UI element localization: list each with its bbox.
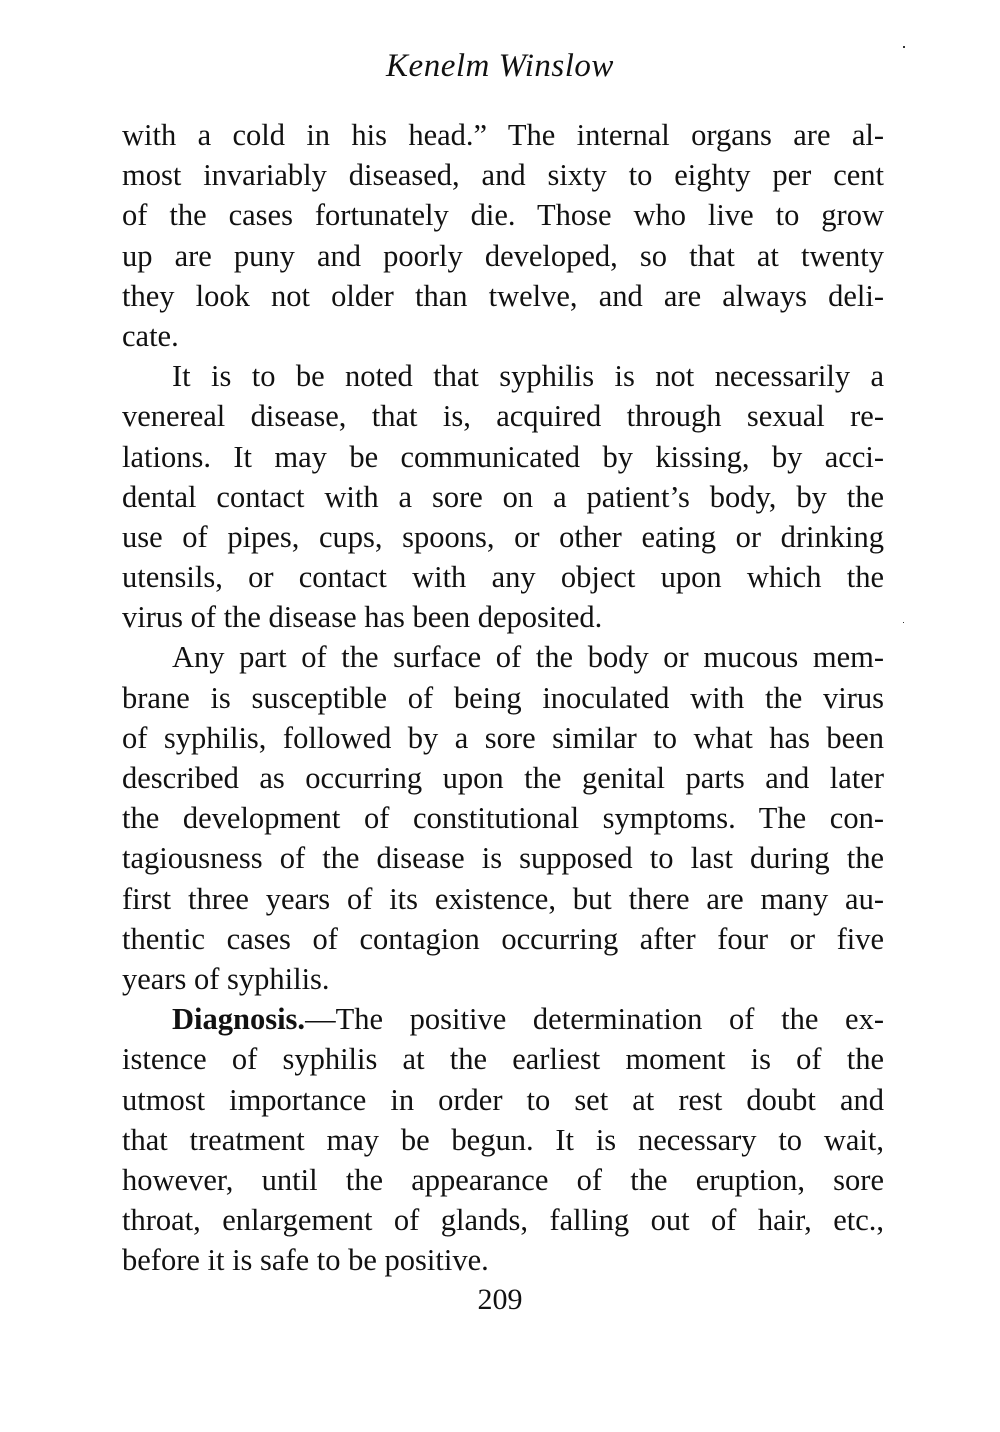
text-line: use of pipes, cups, spoons, or other eating or drinking <box>122 519 884 554</box>
text-line: throat, enlargement of glands, falling out of hair, etc., <box>122 1203 884 1238</box>
text-line <box>122 999 884 1039</box>
text-line: istence of syphilis at the earliest moment is of the <box>122 1042 884 1077</box>
text-line: most invariably diseased, and sixty to eighty per cent <box>122 158 884 193</box>
paragraph-diagnosis <box>122 999 884 1280</box>
paragraph-3 <box>122 637 884 999</box>
text-line: of the cases fortunately die. Those who live to grow <box>122 198 884 233</box>
body-text <box>122 115 884 1280</box>
text-run: —The positive determination of the ex- <box>305 1002 884 1037</box>
scan-speck <box>903 46 905 48</box>
text-line: with a cold in his head.” The internal organs are al- <box>122 118 884 152</box>
paragraph-1 <box>122 115 884 356</box>
text-line: lations. It may be communicated by kissing, by acci- <box>122 439 884 474</box>
text-line: tagiousness of the disease is supposed to last during the <box>122 841 884 876</box>
text-line: the development of constitutional symptoms. The con- <box>122 801 884 836</box>
text-line: venereal disease, that is, acquired through sexual re- <box>122 399 884 434</box>
text-line: before it is safe to be positive. <box>122 1243 489 1278</box>
text-line: thentic cases of contagion occurring after four or five <box>122 921 884 956</box>
text-line: first three years of its existence, but there are many au- <box>122 881 884 916</box>
paragraph-2 <box>122 356 884 637</box>
text-line: Any part of the surface of the body or mucous mem- <box>172 640 884 675</box>
running-head: Kenelm Winslow <box>386 48 614 84</box>
text-line: of syphilis, followed by a sore similar to what has been <box>122 720 884 755</box>
text-line: described as occurring upon the genital parts and later <box>122 761 884 795</box>
text-line: utmost importance in order to set at rest doubt and <box>122 1082 884 1117</box>
text-line: however, until the appearance of the eruption, sore <box>122 1162 884 1197</box>
text-line: years of syphilis. <box>122 961 330 996</box>
text-line: they look not older than twelve, and are always deli- <box>122 278 884 313</box>
text-line: that treatment may be begun. It is necessary to wait, <box>122 1122 884 1157</box>
text-line: It is to be noted that syphilis is not necessarily a <box>172 359 884 394</box>
text-line: up are puny and poorly developed, so that at twenty <box>122 238 884 273</box>
text-line: dental contact with a sore on a patient’s body, by the <box>122 479 884 514</box>
section-heading: Diagnosis. <box>172 1002 306 1037</box>
scan-speck <box>903 622 904 623</box>
text-line: virus of the disease has been deposited. <box>122 600 603 635</box>
page-number: 209 <box>477 1283 523 1316</box>
text-line: cate. <box>122 318 179 353</box>
text-line: brane is susceptible of being inoculated with the virus <box>122 680 884 715</box>
text-line: utensils, or contact with any object upon which the <box>122 560 884 595</box>
